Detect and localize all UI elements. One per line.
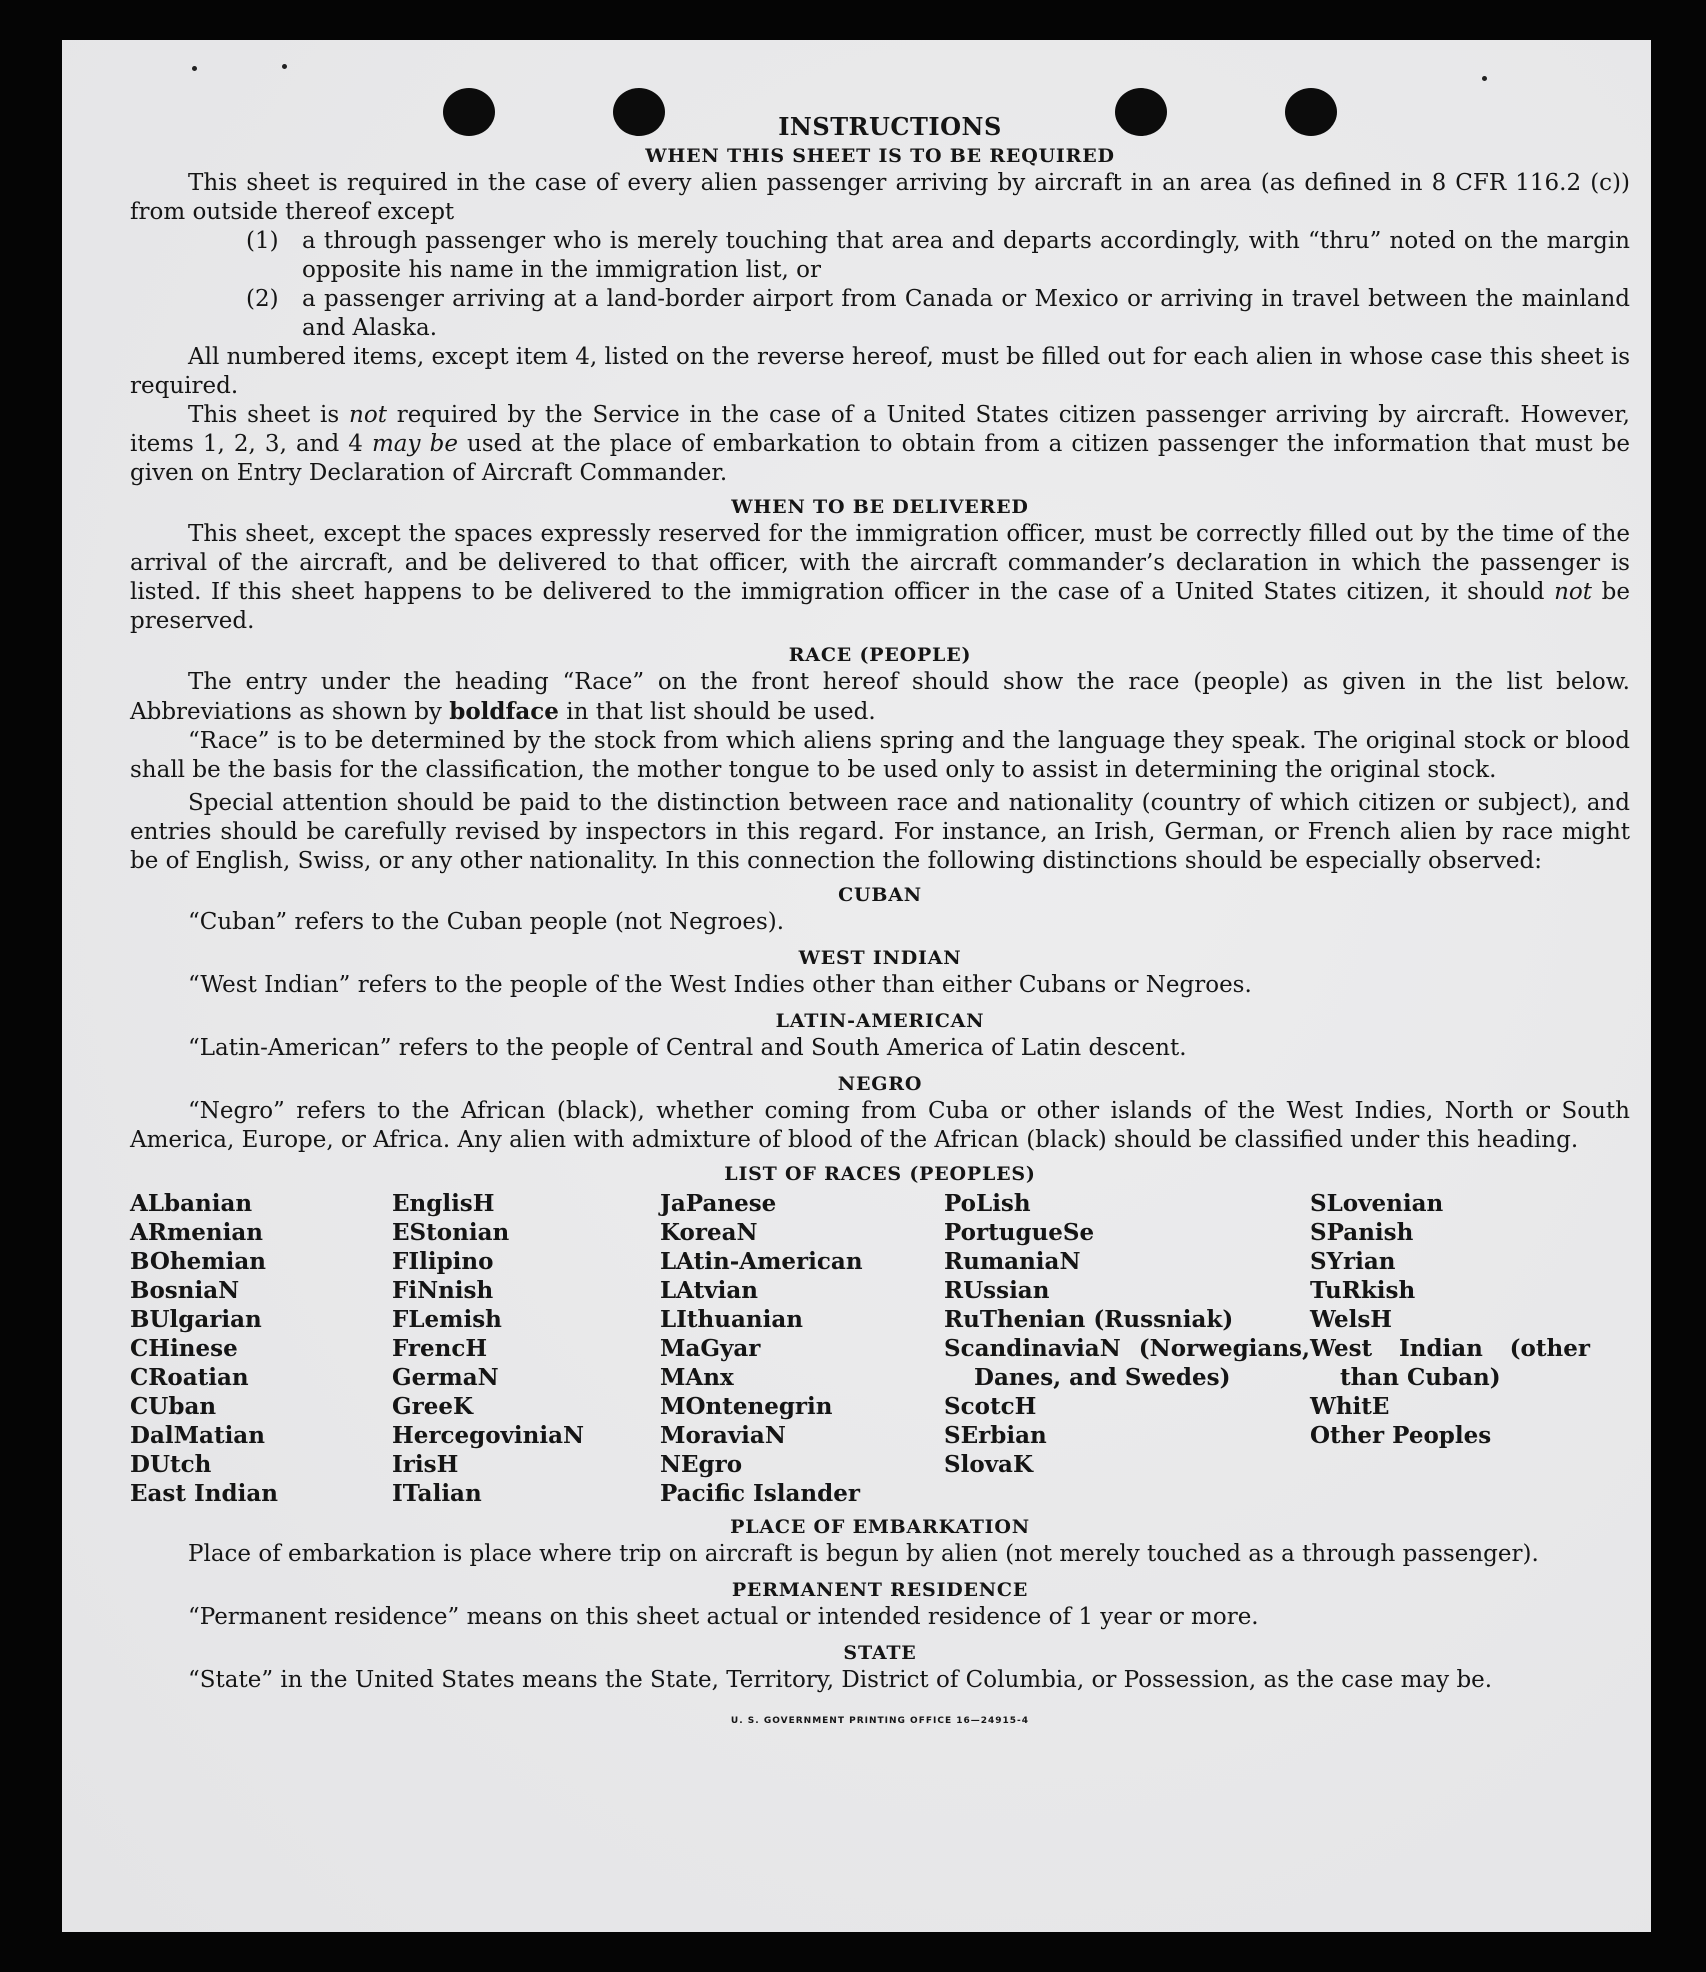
race-entry: DalMatian — [130, 1422, 265, 1449]
list-item — [130, 227, 1630, 285]
race-entry: SErbian — [944, 1422, 1047, 1449]
race-list — [130, 1189, 1630, 1508]
paragraph: “Permanent residence” means on this sheet actual or intended residence of 1 year or more. — [188, 1604, 1259, 1630]
race-entry: GermaN — [392, 1364, 499, 1391]
race-entry: DUtch — [130, 1451, 212, 1478]
race-entry: FrencH — [392, 1335, 488, 1362]
document-sheet — [62, 40, 1651, 1932]
race-entry: CRoatian — [130, 1364, 249, 1391]
paragraph — [130, 520, 1630, 636]
race-entry: LAtvian — [660, 1277, 758, 1304]
race-entry: TuRkish — [1310, 1277, 1416, 1304]
paragraph: “Latin-American” refers to the people of Central and South America of Latin descent. — [188, 1035, 1187, 1061]
italic-text: not — [349, 402, 387, 428]
text-run: in that list should be used. — [558, 699, 876, 725]
race-entry: EStonian — [392, 1219, 510, 1246]
italic-text: may be — [372, 431, 458, 457]
race-column — [392, 1189, 660, 1508]
race-entry: CUban — [130, 1393, 217, 1420]
race-entry: RumaniaN — [944, 1248, 1081, 1275]
italic-text: not — [1554, 579, 1592, 605]
paragraph: Special attention should be paid to the distinction between race and nationality (country of which citizen or subject), and entries should be carefully revised by inspectors in this regard. For instance, an Irish, German, or French alien by race might be of English, Swiss, or any other nationality. In this connection the following distinctions should be especially observed: — [130, 790, 1630, 874]
text-run: used at the place of embarkation to obtain from a citizen passenger the information that must be given on Entry Declaration of Aircraft Commander. — [130, 431, 1631, 486]
race-column — [660, 1189, 944, 1508]
paragraph — [130, 668, 1630, 727]
text-run: The entry under the heading “Race” on the front hereof should show the race (people) as given in the list below. Abbreviations as shown by — [130, 669, 1630, 725]
section-heading: PERMANENT RESIDENCE — [731, 1579, 1029, 1601]
text-run: This sheet is — [188, 402, 350, 428]
text-run: be preserved. — [130, 579, 1630, 634]
race-entry: SlovaK — [944, 1451, 1033, 1478]
race-entry: PoLish — [944, 1190, 1031, 1217]
race-entry: Pacific Islander — [660, 1480, 860, 1507]
text-run: required by the Service in the case of a United States citizen passenger arriving by aircraft. However, items 1, 2, 3, and 4 — [130, 402, 1630, 457]
race-entry: GreeK — [392, 1393, 474, 1420]
race-entry: SYrian — [1310, 1248, 1396, 1275]
printing-office-footer: U. S. GOVERNMENT PRINTING OFFICE 16—24915-4 — [730, 1716, 1030, 1726]
item-number: (1) — [246, 228, 279, 254]
race-entry: NEgro — [660, 1451, 743, 1478]
race-entry: MAnx — [660, 1364, 734, 1391]
race-entry: JaPanese — [660, 1190, 777, 1217]
instructions-content — [130, 112, 1630, 1736]
section-heading: LATIN-AMERICAN — [775, 1010, 985, 1032]
race-entry: BUlgarian — [130, 1306, 262, 1333]
section-heading: RACE (PEOPLE) — [788, 644, 972, 666]
section-heading: STATE — [843, 1642, 917, 1664]
race-entry: EnglisH — [392, 1190, 495, 1217]
race-entry: RuThenian (Russniak) — [944, 1306, 1234, 1333]
race-entry: IrisH — [392, 1451, 459, 1478]
race-entry: LAtin-American — [660, 1248, 863, 1275]
race-entry: WhitE — [1310, 1393, 1390, 1420]
race-entry: ScandinaviaN (Norwegians, Danes, and Swedes) — [944, 1335, 1310, 1391]
section-heading: LIST OF RACES (PEOPLES) — [724, 1163, 1036, 1185]
race-entry: FLemish — [392, 1306, 502, 1333]
section-heading: WEST INDIAN — [798, 947, 962, 969]
section-heading: WHEN TO BE DELIVERED — [731, 496, 1029, 518]
race-entry: SPanish — [1310, 1219, 1414, 1246]
race-entry: ALbanian — [130, 1190, 253, 1217]
section-heading: NEGRO — [837, 1073, 923, 1095]
paragraph: “Negro” refers to the African (black), whether coming from Cuba or other islands of the West Indies, North or South America, Europe, or Africa. Any alien with admixture of blood of the African (black) should be classified under this heading. — [130, 1098, 1630, 1153]
paragraph: All numbered items, except item 4, listed on the reverse hereof, must be filled out for each alien in whose case this sheet is required. — [130, 344, 1630, 399]
race-entry: HercegoviniaN — [392, 1422, 585, 1449]
paragraph: “Cuban” refers to the Cuban people (not Negroes). — [188, 909, 785, 935]
race-entry: MoraviaN — [660, 1422, 786, 1449]
text-run: This sheet, except the spaces expressly reserved for the immigration officer, must be correctly filled out by the time of the arrival of the aircraft, and be delivered to that officer, with the aircraft commander’s declaration in which the passenger is listed. If this sheet happens to be delivered to the immigration officer in the case of a United States citizen, it should — [130, 521, 1630, 605]
section-heading: CUBAN — [838, 884, 922, 906]
speck — [1482, 76, 1487, 81]
speck — [282, 64, 287, 69]
list-item — [130, 285, 1630, 343]
paragraph: “Race” is to be determined by the stock from which aliens spring and the language they speak. The original stock or blood shall be the basis for the classification, the mother tongue to be used only to assist in determining the original stock. — [130, 728, 1630, 783]
paragraph: “West Indian” refers to the people of the West Indies other than either Cubans or Negroes. — [188, 972, 1252, 998]
bold-text: boldface — [449, 698, 559, 725]
speck — [192, 66, 197, 71]
race-entry: BOhemian — [130, 1248, 266, 1275]
paragraph — [130, 401, 1630, 488]
race-entry: PortugueSe — [944, 1219, 1095, 1246]
race-entry: Other Peoples — [1310, 1422, 1492, 1449]
section-heading: WHEN THIS SHEET IS TO BE REQUIRED — [645, 145, 1115, 167]
race-entry: MOntenegrin — [660, 1393, 833, 1420]
race-entry: ScotcH — [944, 1393, 1037, 1420]
race-entry: West Indian (other than Cuban) — [1310, 1335, 1590, 1391]
race-entry: FIlipino — [392, 1248, 494, 1275]
race-column — [1310, 1189, 1590, 1508]
race-entry: LIthuanian — [660, 1306, 803, 1333]
section-heading: PLACE OF EMBARKATION — [730, 1516, 1030, 1538]
race-entry: RUssian — [944, 1277, 1050, 1304]
race-entry: FiNnish — [392, 1277, 494, 1304]
race-entry: BosniaN — [130, 1277, 240, 1304]
race-entry: KoreaN — [660, 1219, 758, 1246]
item-number: (2) — [246, 286, 279, 312]
race-entry: MaGyar — [660, 1335, 761, 1362]
page-title: INSTRUCTIONS — [778, 112, 1002, 141]
race-entry: SLovenian — [1310, 1190, 1444, 1217]
race-entry: WelsH — [1310, 1306, 1393, 1333]
paragraph: This sheet is required in the case of every alien passenger arriving by aircraft in an area (as defined in 8 CFR 116.2 (c)) from outside thereof except — [130, 170, 1630, 225]
paragraph: “State” in the United States means the State, Territory, District of Columbia, or Possession, as the case may be. — [188, 1667, 1493, 1693]
paragraph: Place of embarkation is place where trip on aircraft is begun by alien (not merely touched as a through passenger). — [188, 1541, 1539, 1567]
race-entry: ITalian — [392, 1480, 482, 1507]
race-column — [130, 1189, 392, 1508]
race-entry: ARmenian — [130, 1219, 264, 1246]
item-text: a through passenger who is merely touching that area and departs accordingly, with “thru” noted on the margin opposite his name in the immigration list, or — [302, 228, 1630, 283]
race-column — [944, 1189, 1310, 1508]
item-text: a passenger arriving at a land-border airport from Canada or Mexico or arriving in travel between the mainland and Alaska. — [302, 286, 1630, 341]
race-entry: CHinese — [130, 1335, 238, 1362]
race-entry: East Indian — [130, 1480, 278, 1507]
